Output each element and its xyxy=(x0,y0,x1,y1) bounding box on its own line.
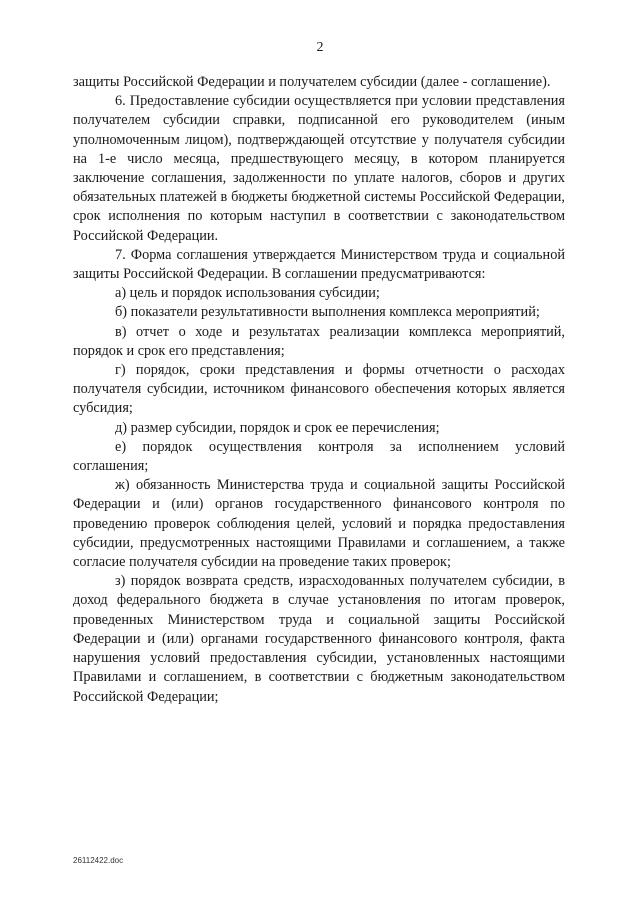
paragraph-item-6: 6. Предоставление субсидии осуществляется при условии представления получателем субсидии справки, подписанной его руководителем (иным уполномоченным лицом), подтверждающей отсутствие у получателя субсидии на 1-е число месяца, предшествующего месяцу, в котором планируется заключение соглашения, задолженности по уплате налогов, сборов и других обязательных платежей в бюджеты бюджетной системы Российской Федерации, срок исполнения по которым наступил в соответствии с законодательством Российской Федерации. xyxy=(73,93,565,244)
paragraph-continuation: защиты Российской Федерации и получателем субсидии (далее - соглашение). xyxy=(73,74,551,90)
subitem-d: д) размер субсидии, порядок и срок ее перечисления; xyxy=(115,419,440,436)
subitem-e: е) порядок осуществления контроля за исполнением условий соглашения; xyxy=(73,438,565,475)
page-number: 2 xyxy=(316,40,324,55)
paragraph-item-7: 7. Форма соглашения утверждается Министерством труда и социальной защиты Российской Федерации. В соглашении предусматриваются: xyxy=(73,246,565,283)
document-footer: 26112422.doc xyxy=(73,856,124,865)
subitem-g: г) порядок, сроки представления и формы отчетности о расходах получателя субсидии, источником финансового обеспечения которых является субсидия; xyxy=(73,362,565,417)
subitem-z: з) порядок возврата средств, израсходованных получателем субсидии, в доход федерального бюджета в случае установления по итогам проверок, проведенных Министерством труда и социальной защиты Российской Федерации и (или) органами государственного финансового контроля, факта нарушения условий предоставления субсидии, установленных настоящими Правилами и соглашением, в соответствии с бюджетным законодательством Российской Федерации; xyxy=(73,573,565,705)
subitem-zh: ж) обязанность Министерства труда и социальной защиты Российской Федерации и (или) органов государственного финансового контроля по проведению проверок соблюдения целей, условий и порядка предоставления субсидии, предусмотренных настоящими Правилами и соглашением, а также согласие получателя субсидии на проведение таких проверок; xyxy=(73,477,565,571)
subitem-a: а) цель и порядок использования субсидии; xyxy=(115,285,380,302)
document-body xyxy=(73,73,565,707)
subitem-v: в) отчет о ходе и результатах реализации комплекса мероприятий, порядок и срок его представления; xyxy=(73,323,565,359)
subitem-b: б) показатели результативности выполнения комплекса мероприятий; xyxy=(115,304,540,321)
